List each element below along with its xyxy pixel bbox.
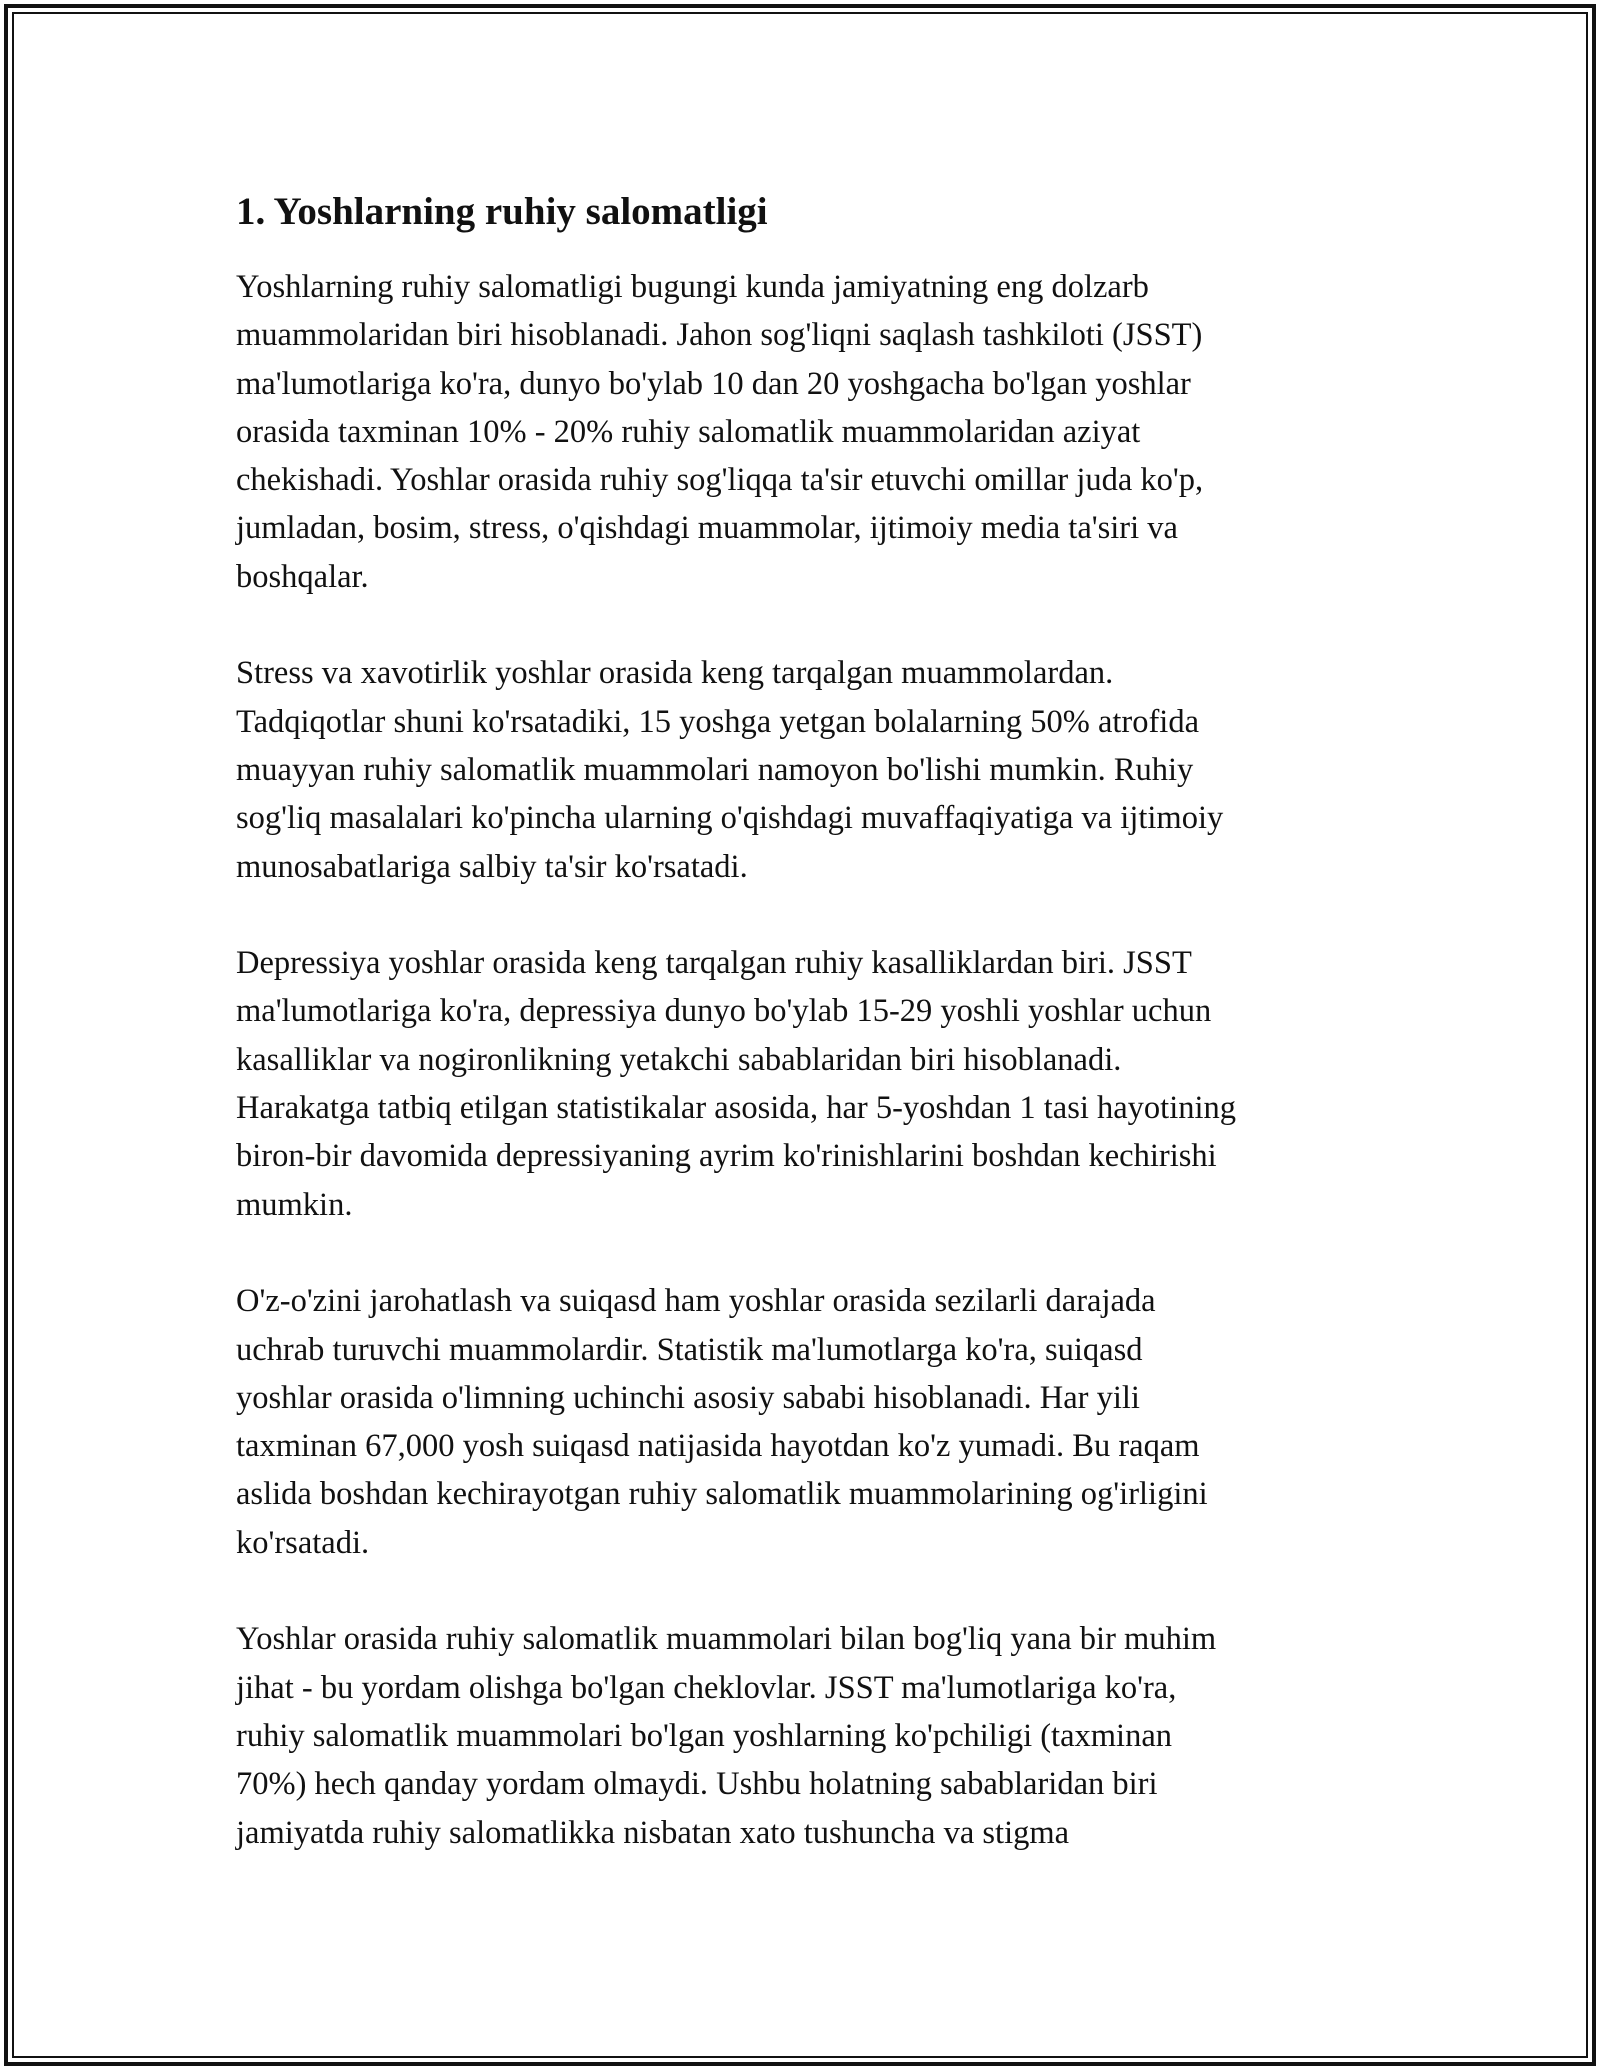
paragraph [236, 939, 1376, 1229]
paragraph-line: uchrab turuvchi muammolardir. Statistik ma'lumotlarga ko'ra, suiqasd [236, 1331, 1143, 1368]
paragraph-line: Depressiya yoshlar orasida keng tarqalgan ruhiy kasalliklardan biri. JSST [236, 945, 1192, 982]
paragraph-line: taxminan 67,000 yosh suiqasd natijasida hayotdan ko'z yumadi. Bu raqam [236, 1428, 1200, 1465]
paragraph-line: Yoshlarning ruhiy salomatligi bugungi kunda jamiyatning eng dolzarb [236, 269, 1149, 305]
paragraph-line: jamiyatda ruhiy salomatlikka nisbatan xato tushuncha va stigma [236, 1814, 1070, 1851]
paragraph [236, 1277, 1376, 1567]
paragraph-list [236, 263, 1376, 1857]
paragraph-line: mumkin. [236, 1186, 353, 1223]
paragraph-line: kasalliklar va nogironlikning yetakchi sabablaridan biri hisoblanadi. [236, 1041, 1122, 1078]
paragraph-line: jihat - bu yordam olishga bo'lgan cheklovlar. JSST ma'lumotlariga ko'ra, [236, 1669, 1177, 1706]
section-heading: 1. Yoshlarning ruhiy salomatligi [236, 190, 768, 233]
paragraph-line: aslida boshdan kechirayotgan ruhiy salomatlik muammolarining og'irligini [236, 1476, 1208, 1513]
paragraph-line: yoshlar orasida o'limning uchinchi asosiy sababi hisoblanadi. Har yili [236, 1379, 1140, 1416]
paragraph-line: ma'lumotlariga ko'ra, dunyo bo'ylab 10 dan 20 yoshgacha bo'lgan yoshlar [236, 365, 1191, 402]
paragraph-line: Yoshlar orasida ruhiy salomatlik muammolari bilan bog'liq yana bir muhim [236, 1621, 1217, 1658]
paragraph-line: 70%) hech qanday yordam olmaydi. Ushbu holatning sabablaridan biri [236, 1766, 1158, 1803]
paragraph-line: ko'rsatadi. [236, 1524, 370, 1561]
paragraph-line: Stress va xavotirlik yoshlar orasida keng tarqalgan muammolardan. [236, 655, 1114, 692]
paragraph-line: muammolaridan biri hisoblanadi. Jahon sog'liqni saqlash tashkiloti (JSST) [236, 317, 1203, 354]
paragraph-line: munosabatlariga salbiy ta'sir ko'rsatadi. [236, 848, 748, 885]
paragraph [236, 649, 1376, 890]
paragraph [236, 263, 1376, 601]
paragraph-line: boshqalar. [236, 558, 369, 595]
paragraph-line: Harakatga tatbiq etilgan statistikalar asosida, har 5-yoshdan 1 tasi hayotining [236, 1090, 1237, 1127]
paragraph-line: muayyan ruhiy salomatlik muammolari namoyon bo'lishi mumkin. Ruhiy [236, 751, 1194, 788]
document-body [236, 186, 1376, 1905]
paragraph-line: ma'lumotlariga ko'ra, depressiya dunyo bo'ylab 15-29 yoshli yoshlar uchun [236, 993, 1212, 1030]
paragraph-line: Tadqiqotlar shuni ko'rsatadiki, 15 yoshga yetgan bolalarning 50% atrofida [236, 703, 1200, 740]
paragraph-line: O'z-o'zini jarohatlash va suiqasd ham yoshlar orasida sezilarli darajada [236, 1283, 1156, 1320]
paragraph-line: orasida taxminan 10% - 20% ruhiy salomatlik muammolaridan aziyat [236, 413, 1141, 450]
paragraph-line: chekishadi. Yoshlar orasida ruhiy sog'liqqa ta'sir etuvchi omillar juda ko'p, [236, 462, 1204, 499]
paragraph-line: sog'liq masalalari ko'pincha ularning o'qishdagi muvaffaqiyatiga va ijtimoiy [236, 800, 1224, 837]
paragraph [236, 1615, 1376, 1856]
paragraph-line: jumladan, bosim, stress, o'qishdagi muammolar, ijtimoiy media ta'siri va [236, 510, 1178, 547]
paragraph-line: biron-bir davomida depressiyaning ayrim ko'rinishlarini boshdan kechirishi [236, 1138, 1217, 1175]
paragraph-line: ruhiy salomatlik muammolari bo'lgan yoshlarning ko'pchiligi (taxminan [236, 1717, 1172, 1754]
